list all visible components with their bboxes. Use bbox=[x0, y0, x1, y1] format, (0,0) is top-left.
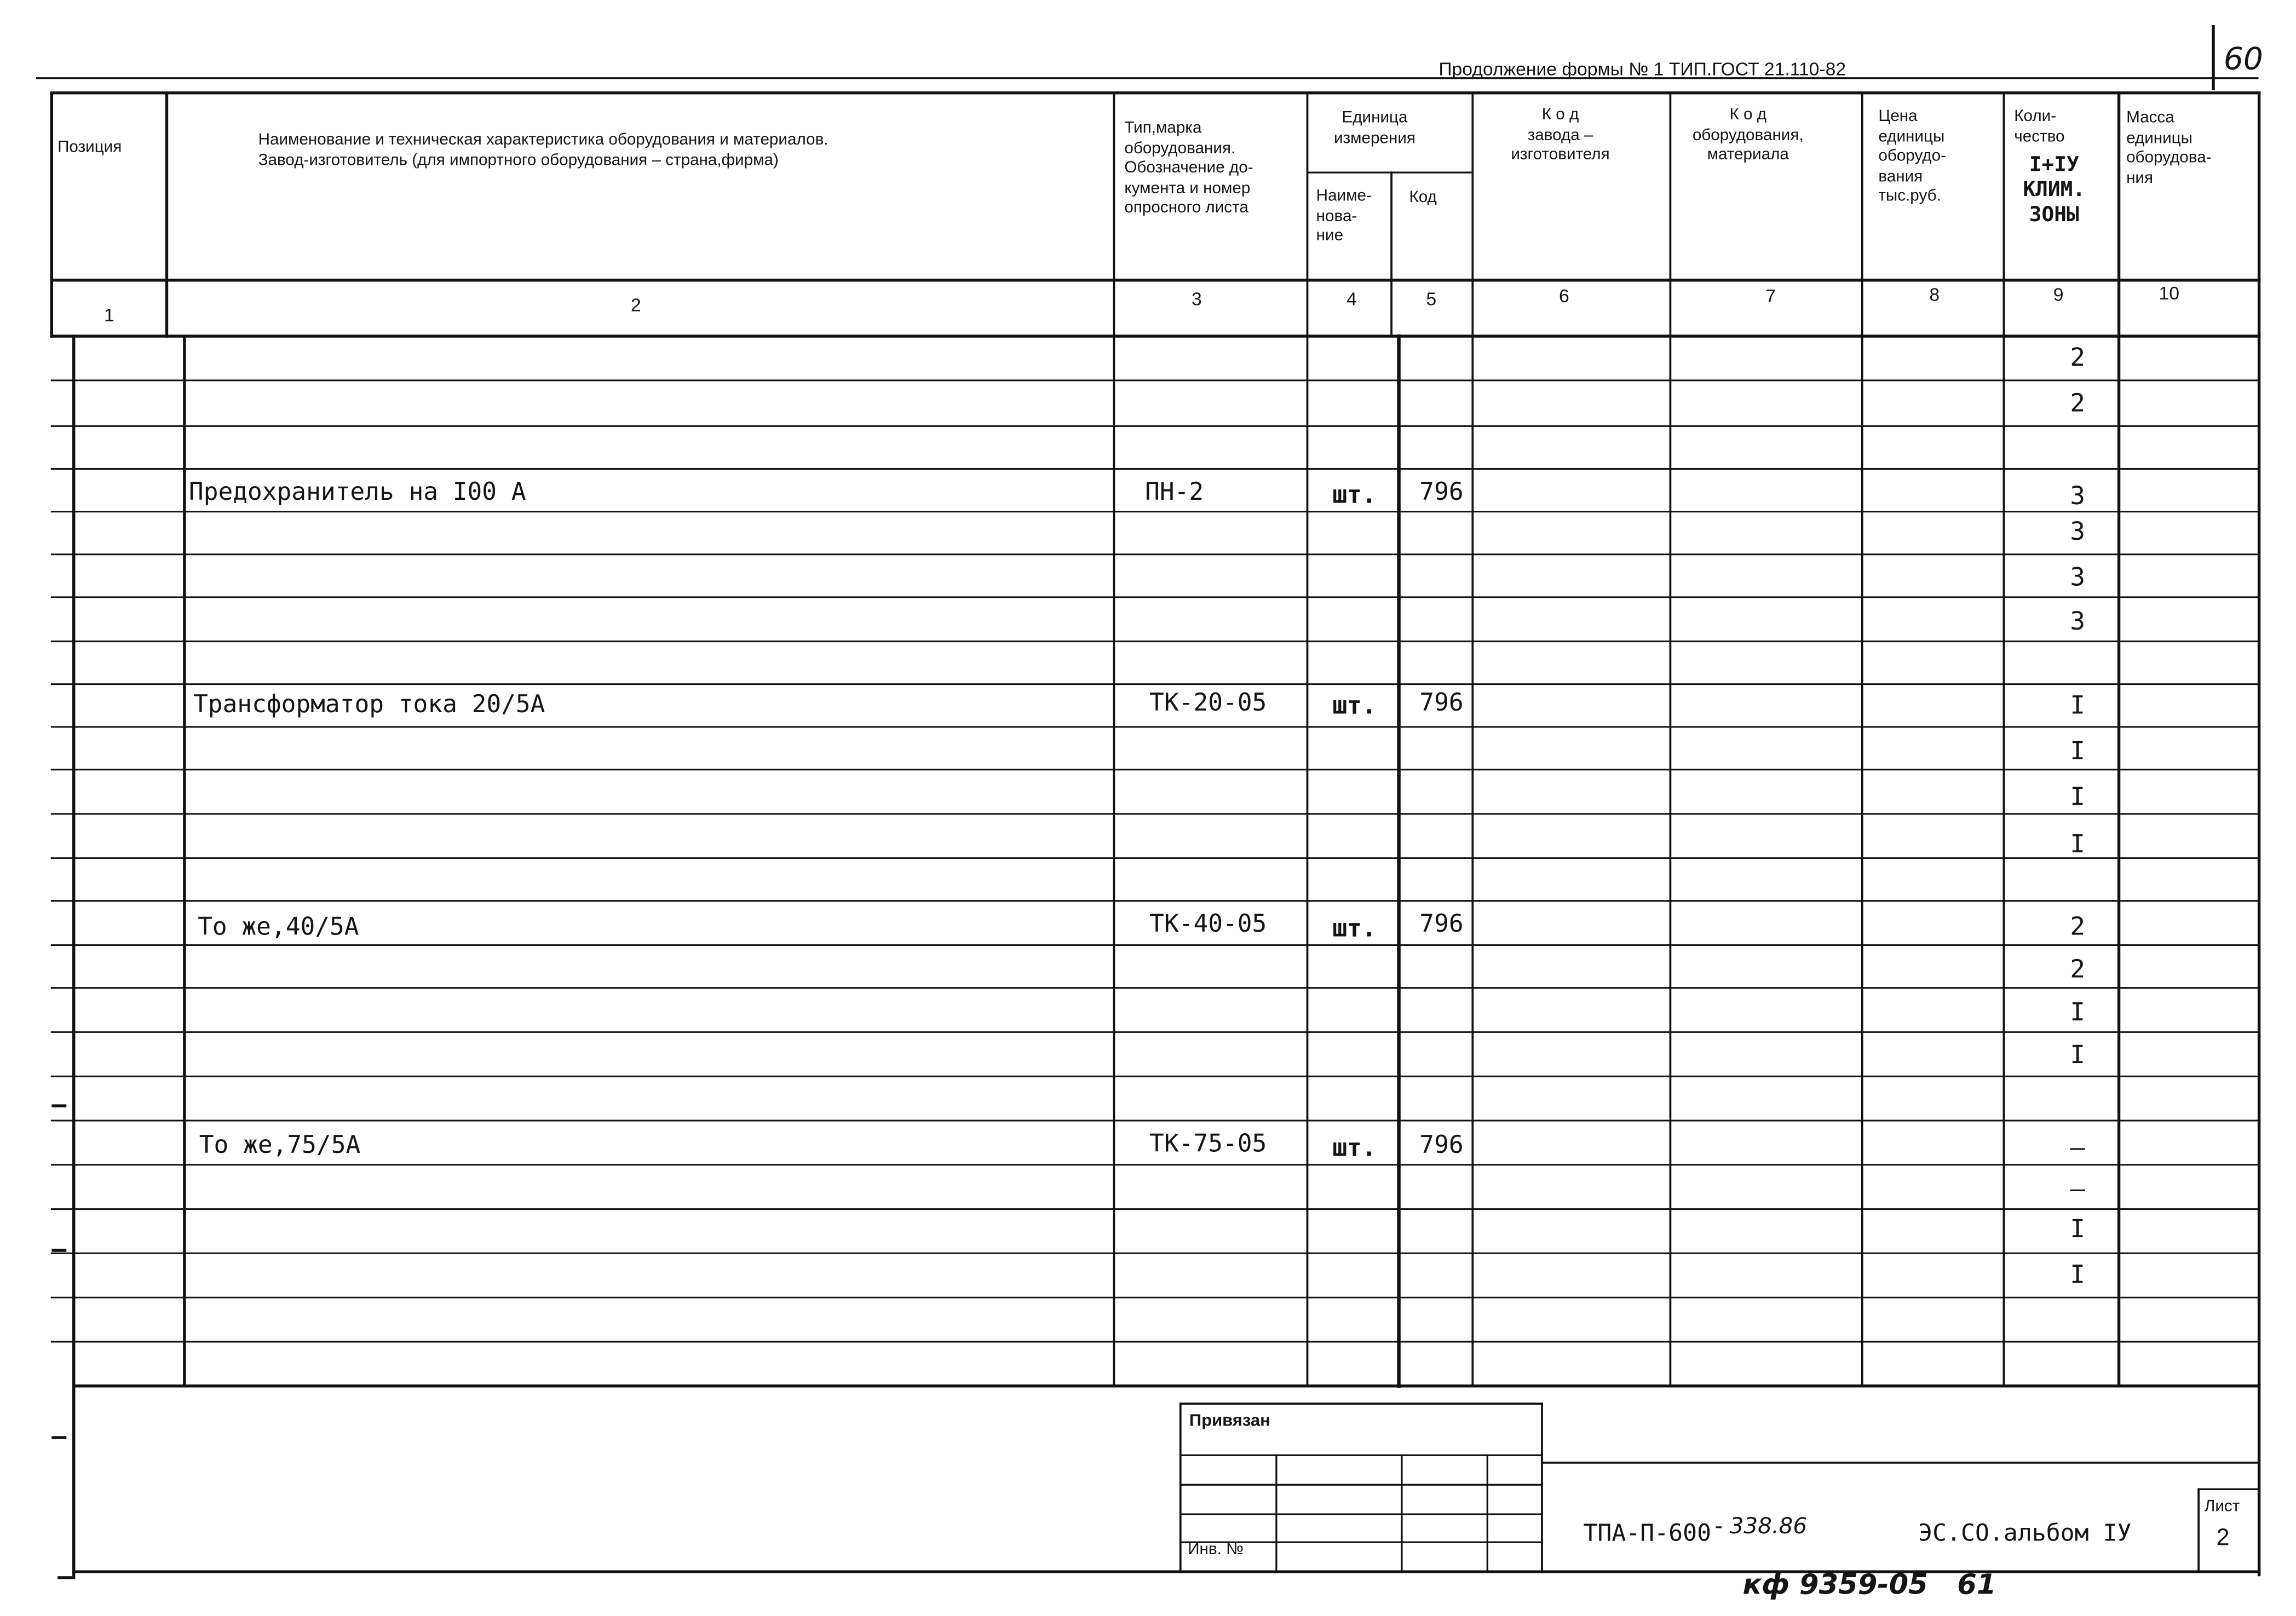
header-name: Наименование и техническая характеристика оборудования и материалов. Завод-изготовитель (для импортного оборудования – страна,фирма) bbox=[258, 131, 828, 169]
column-number: 2 bbox=[631, 295, 641, 316]
stamp-privyazan: Привязан bbox=[1189, 1412, 1270, 1430]
quantity-value: 2 bbox=[2070, 913, 2085, 943]
item-unit: шт. bbox=[1332, 481, 1377, 509]
doc-code-handwritten: - 338.86 bbox=[1714, 1513, 1808, 1539]
header-maker-code: К о д завода – изготовителя bbox=[1511, 106, 1610, 164]
header-unit-group: Единица измерения bbox=[1334, 109, 1415, 147]
quantity-value: 3 bbox=[2070, 607, 2085, 637]
form-caption: Продолжение формы № 1 ТИП.ГОСТ 21.110-82 bbox=[1438, 59, 1846, 80]
quantity-value: – bbox=[2070, 1134, 2085, 1164]
column-number: 4 bbox=[1346, 288, 1357, 310]
item-unit: шт. bbox=[1332, 691, 1377, 720]
item-name: Трансформатор тока 20/5А bbox=[193, 690, 545, 718]
header-climate-zones: I+IУ КЛИМ. ЗОНЫ bbox=[2023, 153, 2086, 227]
quantity-value: – bbox=[2070, 1175, 2085, 1205]
quantity-value: I bbox=[2070, 1260, 2085, 1290]
item-code: 796 bbox=[1419, 909, 1464, 938]
item-code: 796 bbox=[1419, 477, 1464, 506]
quantity-value: 3 bbox=[2070, 517, 2085, 547]
item-unit: шт. bbox=[1332, 914, 1377, 943]
quantity-value: I bbox=[2070, 783, 2085, 813]
item-type: ПН-2 bbox=[1145, 477, 1204, 506]
item-type: ТК-20-05 bbox=[1149, 688, 1267, 717]
item-code: 796 bbox=[1419, 688, 1464, 717]
quantity-value: 2 bbox=[2070, 389, 2085, 419]
column-number: 6 bbox=[1558, 286, 1569, 307]
column-number: 1 bbox=[104, 305, 114, 326]
quantity-value: I bbox=[2070, 1215, 2085, 1245]
header-type: Тип,марка оборудования. Обозначение до- кумента и номер опросного листа bbox=[1124, 119, 1253, 217]
quantity-value: I bbox=[2070, 691, 2085, 722]
item-type: ТК-40-05 bbox=[1149, 909, 1267, 938]
quantity-value: 2 bbox=[2070, 955, 2085, 985]
album-label: ЭС.СО.альбом IУ bbox=[1918, 1519, 2132, 1547]
header-unit-price: Цена единицы оборудо- вания тыс.руб. bbox=[1878, 107, 1946, 205]
sheet-number: 2 bbox=[2216, 1526, 2230, 1551]
header-unit-mass: Масса единицы оборудова- ния bbox=[2126, 109, 2212, 187]
item-name: То же,40/5А bbox=[198, 913, 359, 941]
column-number: 9 bbox=[2053, 284, 2064, 305]
item-name: То же,75/5А bbox=[199, 1130, 361, 1159]
quantity-value: 3 bbox=[2070, 482, 2085, 512]
page-number: 60 bbox=[2223, 41, 2263, 77]
item-unit: шт. bbox=[1332, 1134, 1377, 1162]
header-equipment-code: К о д оборудования, материала bbox=[1692, 106, 1804, 164]
header-unit-name: Наиме- нова- ние bbox=[1316, 187, 1372, 245]
bottom-handwritten-note: кф 9359-05 61 bbox=[1742, 1568, 1996, 1602]
column-number: 5 bbox=[1426, 288, 1437, 310]
column-number: 10 bbox=[2159, 283, 2179, 304]
quantity-value: I bbox=[2070, 830, 2085, 860]
column-number: 7 bbox=[1765, 286, 1776, 307]
quantity-value: I bbox=[2070, 1041, 2085, 1071]
quantity-value: 2 bbox=[2070, 343, 2085, 373]
column-number: 3 bbox=[1192, 288, 1202, 310]
item-code: 796 bbox=[1419, 1130, 1464, 1159]
header-quantity: Коли- чество bbox=[2014, 107, 2065, 146]
stamp-inv-no: Инв. № bbox=[1188, 1540, 1244, 1559]
item-type: ТК-75-05 bbox=[1149, 1129, 1267, 1158]
quantity-value: I bbox=[2070, 998, 2085, 1028]
sheet-label: Лист bbox=[2204, 1498, 2240, 1516]
header-position: Позиция bbox=[57, 138, 122, 157]
quantity-value: 3 bbox=[2070, 563, 2085, 593]
doc-code: ТПА-П-600 bbox=[1583, 1519, 1712, 1547]
header-unit-code: Код bbox=[1409, 188, 1437, 207]
item-name: Предохранитель на I00 А bbox=[188, 477, 526, 506]
column-number: 8 bbox=[1929, 284, 1940, 305]
quantity-value: I bbox=[2070, 737, 2085, 767]
